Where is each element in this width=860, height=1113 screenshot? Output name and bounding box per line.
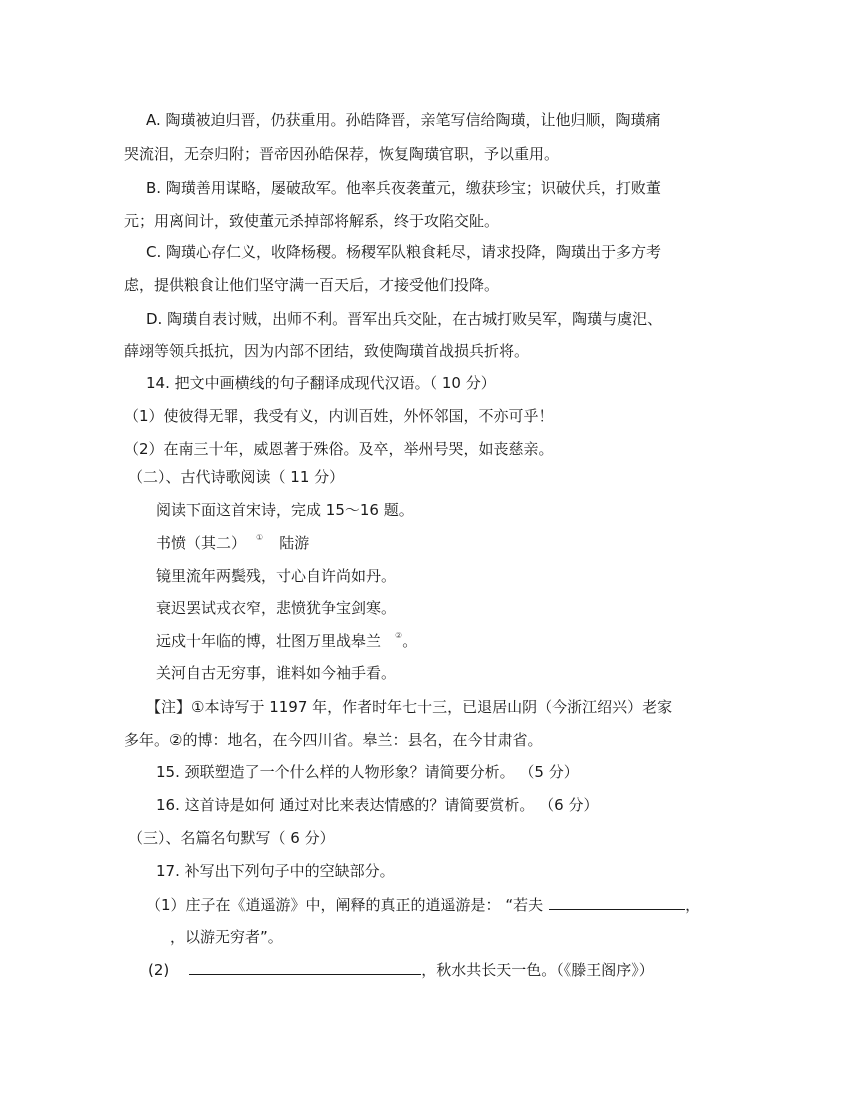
question-14-item-2: （2）在南三十年，威恩著于殊俗。及卒，举州号哭，如丧慈亲。 <box>124 440 554 458</box>
poem-line-1: 镜里流年两鬓残，寸心自许尚如丹。 <box>156 567 397 585</box>
note-marker-1: ① <box>256 533 264 542</box>
option-a-line1: A. 陶璜被迫归晋，仍获重用。孙皓降晋，亲笔写信给陶璜，让他归顺，陶璜痛 <box>146 111 661 129</box>
section-2-heading: （二）、古代诗歌阅读（ 11 分） <box>128 468 345 486</box>
poem-line-3-text: 远戍十年临的博，壮图万里战皋兰 <box>156 632 382 650</box>
option-b-line1: B. 陶璜善用谋略，屡破敌军。他率兵夜袭董元，缴获珍宝；识破伏兵，打败董 <box>146 179 661 197</box>
poem-line-3-end: 。 <box>402 632 418 650</box>
poem-author: 陆游 <box>279 534 310 552</box>
option-a-line2: 哭流泪，无奈归附；晋帝因孙皓保荐，恢复陶璜官职，予以重用。 <box>124 145 560 163</box>
poem-line-4: 关河自古无穷事，谁料如今袖手看。 <box>156 664 397 682</box>
question-16: 16. 这首诗是如何 通过对比来表达情感的？请简要赏析。 （6 分） <box>156 796 599 814</box>
poem-title: 书愤（其二） <box>156 534 247 552</box>
question-17-item-1-end: ， <box>685 896 701 914</box>
question-14-item-1: （1）使彼得无罪，我受有义，内训百姓，外怀邻国，不亦可乎！ <box>124 407 554 425</box>
option-d-line2: 薛翊等领兵抵抗，因为内部不团结，致使陶璜首战损兵折将。 <box>124 342 530 360</box>
poem-intro: 阅读下面这首宋诗，完成 15～16 题。 <box>156 501 414 519</box>
poem-note-line2: 多年。②的博：地名，在今四川省。皋兰：县名，在今甘肃省。 <box>124 731 543 749</box>
question-17-item-2 <box>148 960 654 980</box>
option-b-line2: 元；用离间计，致使董元杀掉部将解系，终于攻陷交阯。 <box>124 212 500 230</box>
option-d-line1: D. 陶璜自表讨贼，出师不利。晋军出兵交阯，在古城打败吴军，陶璜与虞汜、 <box>146 310 663 328</box>
fill-blank-2[interactable] <box>189 960 421 975</box>
question-17-item-1-line2: ，以游无穷者”。 <box>170 928 283 946</box>
poem-title-line <box>156 533 309 556</box>
question-17-item-2-end: ，秋水共长天一色。（《滕王阁序》） <box>421 961 654 979</box>
section-3-heading: （三）、名篇名句默写（ 6 分） <box>128 829 335 847</box>
fill-blank-1[interactable] <box>549 895 685 910</box>
question-15: 15. 颈联塑造了一个什么样的人物形象？请简要分析。 （5 分） <box>156 763 579 781</box>
question-17-item-1-start: （1）庄子在《逍遥游》中，阐释的真正的逍遥游是： “若夫 <box>146 896 544 914</box>
poem-line-2: 衰迟罢试戎衣窄，悲愤犹争宝剑寒。 <box>156 599 397 617</box>
poem-note-line1: 【注】①本诗写于 1197 年，作者时年七十三，已退居山阴（今浙江绍兴）老家 <box>146 698 673 716</box>
option-c-line2: 虑，提供粮食让他们坚守满一百天后，才接受他们投降。 <box>124 276 500 294</box>
question-17-item-2-label: (2) <box>148 961 170 979</box>
note-marker-2: ② <box>395 631 403 640</box>
poem-line-3 <box>156 631 417 654</box>
question-17-item-1 <box>146 895 700 915</box>
question-14-prompt: 14. 把文中画横线的句子翻译成现代汉语。（ 10 分） <box>146 374 496 392</box>
option-c-line1: C. 陶璜心存仁义，收降杨稷。杨稷军队粮食耗尽，请求投降，陶璜出于多方考 <box>146 243 662 261</box>
question-17: 17. 补写出下列句子中的空缺部分。 <box>156 862 395 880</box>
